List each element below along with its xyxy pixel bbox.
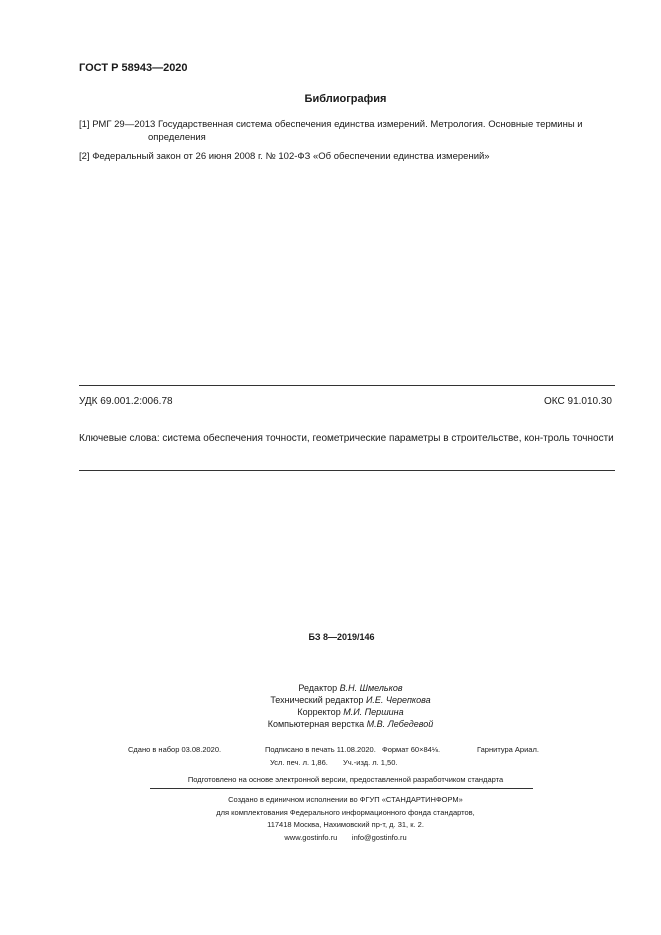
bibliography-item-text: РМГ 29—2013 Государственная система обеспечения единства измерений. Метрология. Основные термины и bbox=[92, 119, 583, 130]
publisher-contacts bbox=[30, 832, 661, 845]
editor-line: Компьютерная верстка М.В. Лебедевой bbox=[267, 719, 434, 729]
standard-designation: ГОСТ Р 58943—2020 bbox=[79, 62, 188, 74]
divider-top bbox=[79, 385, 615, 386]
udk-code: УДК 69.001.2:006.78 bbox=[79, 396, 173, 407]
editors-block bbox=[0, 682, 661, 730]
print-signed-date: Подписано в печать 11.08.2020. bbox=[265, 745, 376, 754]
print-typeset-date: Сдано в набор 03.08.2020. bbox=[128, 745, 222, 754]
prepared-note: Подготовлено на основе электронной версии, предоставленной разработчиком стандарта bbox=[187, 775, 504, 784]
publisher-line: Создано в единичном исполнении во ФГУП «СТАНДАРТИНФОРМ» bbox=[228, 795, 463, 804]
print-details-line-1 bbox=[128, 745, 539, 754]
publisher-block bbox=[0, 794, 661, 844]
print-typeface: Гарнитура Ариал. bbox=[477, 745, 539, 754]
bibliography-item-number: [2] bbox=[79, 151, 90, 162]
publisher-line: 117418 Москва, Нахимовский пр-т, д. 31, к. 2. bbox=[267, 820, 424, 829]
bibliography-item-1 bbox=[79, 118, 615, 144]
print-sheets: Усл. печ. л. 1,86. bbox=[270, 758, 328, 767]
editor-line: Корректор М.И. Першина bbox=[297, 707, 404, 717]
bibliography-item-number: [1] bbox=[79, 119, 90, 130]
keywords: Ключевые слова: система обеспечения точности, геометрические параметры в строительстве, кон-троль точности bbox=[79, 433, 614, 444]
print-publisher-sheets: Уч.-изд. л. 1,50. bbox=[343, 758, 398, 767]
bibliography-title: Библиография bbox=[304, 93, 387, 105]
bibliography-item-2 bbox=[79, 150, 615, 163]
print-format: Формат 60×84⅛. bbox=[382, 745, 441, 754]
editor-line: Технический редактор И.Е. Черепкова bbox=[270, 695, 431, 705]
publisher-line: для комплектования Федерального информационного фонда стандартов, bbox=[216, 807, 475, 817]
imprint-divider bbox=[150, 788, 533, 789]
oks-code: ОКС 91.010.30 bbox=[544, 396, 612, 407]
bz-number: БЗ 8—2019/146 bbox=[308, 632, 375, 642]
email-link[interactable]: info@gostinfo.ru bbox=[351, 832, 407, 842]
print-details-line-2 bbox=[270, 758, 398, 767]
website-link[interactable]: www.gostinfo.ru bbox=[284, 832, 338, 842]
editor-line: Редактор В.Н. Шмельков bbox=[298, 683, 403, 693]
bibliography-item-text: Федеральный закон от 26 июня 2008 г. № 102-ФЗ «Об обеспечении единства измерений» bbox=[92, 151, 490, 162]
bibliography-item-text-continued: определения bbox=[148, 132, 206, 143]
divider-bottom bbox=[79, 470, 615, 471]
